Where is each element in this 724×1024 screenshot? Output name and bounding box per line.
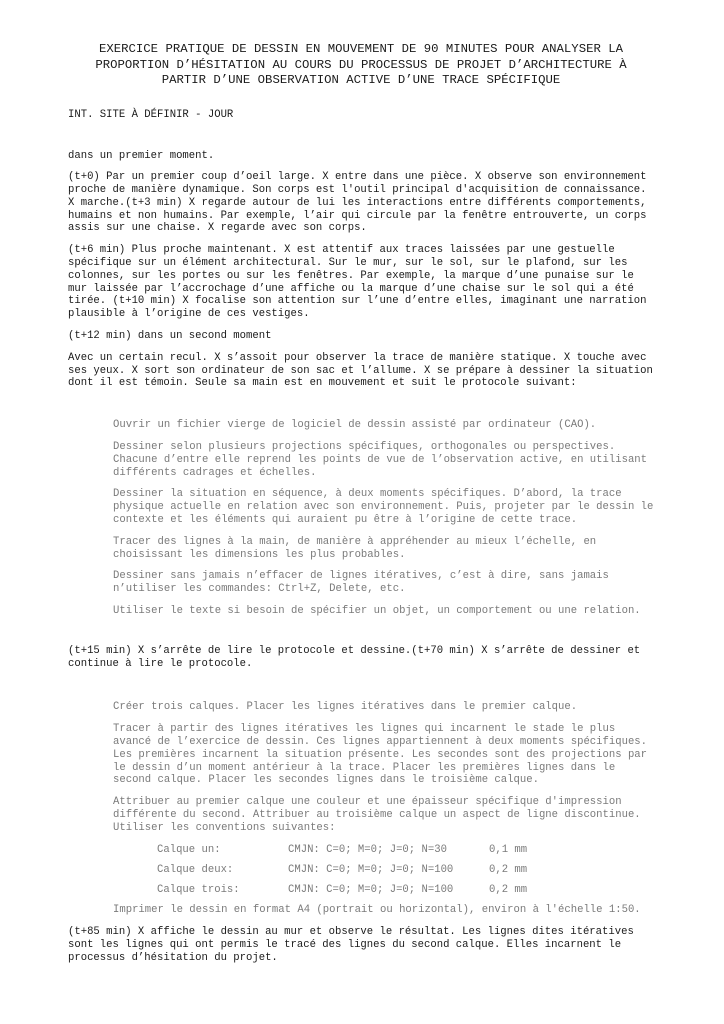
calque-name: Calque trois: xyxy=(157,884,240,897)
calque-thickness: 0,1 mm xyxy=(489,843,528,856)
calque-cmjn: CMJN: C=0; M=0; J=0; N=100 xyxy=(288,863,454,876)
calque-thickness: 0,2 mm xyxy=(489,863,528,876)
protocol-item: Créer trois calques. Placer les lignes itératives dans le premier calque. xyxy=(113,701,578,714)
protocol-item: Dessiner sans jamais n’effacer de lignes itératives, c’est à dire, sans jamais n’utiliser les commandes: Ctrl+Z, Delete, etc. xyxy=(113,570,609,596)
document-title: EXERCICE PRATIQUE DE DESSIN EN MOUVEMENT DE 90 MINUTES POUR ANALYSER LA PROPORTION D’HÉSITATION AU COURS DU PROCESSUS DE PROJET D’ARCHITECTURE À PARTIR D’UNE OBSERVATION ACTIVE D’UNE TRACE SPÉCIFIQUE xyxy=(95,42,627,87)
paragraph: (t+15 min) X s’arrête de lire le protocole et dessine.(t+70 min) X s’arrête de dessiner et continue à lire le protocole. xyxy=(68,644,641,670)
protocol-item: Tracer à partir des lignes itératives les lignes qui incarnent le stade le plus avancé de l’exercice de dessin. Ces lignes appartiennent à deux moments spécifiques. Les premières incarnent la situation présente. Les secondes sont des projections par le dessin d’un moment antérieur à la trace. Placer les premières lignes dans le second calque. Placer les secondes lignes dans le troisième calque. xyxy=(113,723,648,787)
protocol-item: Attribuer au premier calque une couleur et une épaisseur spécifique d'impression différente du second. Attribuer au troisième calque un aspect de ligne discontinue. Utiliser les conventions suivantes: xyxy=(113,796,641,834)
protocol-list-2 xyxy=(113,679,654,917)
protocol-item: Ouvrir un fichier vierge de logiciel de dessin assisté par ordinateur (CAO). xyxy=(113,419,597,432)
intro-section xyxy=(68,150,654,391)
calque-conventions-table xyxy=(157,844,654,897)
protocol-item: Utiliser le texte si besoin de spécifier un objet, un comportement ou une relation. xyxy=(113,605,641,618)
calque-row xyxy=(157,864,654,877)
calque-row xyxy=(157,844,654,857)
calque-row xyxy=(157,884,654,897)
protocol-list-1 xyxy=(113,399,654,618)
paragraph: (t+0) Par un premier coup d’oeil large. X entre dans une pièce. X observe son environnement proche de manière dynamique. Son corps est l'outil principal d'acquisition de connaissance. X marche.(t+3 min) X regarde autour de lui les interactions entre différents comportements, humains et non humains. Par exemple, l’air qui circule par la fenêtre entrouverte, un corps assis sur une chaise. X regarde avec son corps. xyxy=(68,171,647,235)
paragraph: Avec un certain recul. X s’assoit pour observer la trace de manière statique. X touche avec ses yeux. X sort son ordinateur de son sac et l’allume. X se prépare à dessiner la situation dont il est témoin. Seule sa main est en mouvement et suit le protocole suivant: xyxy=(68,351,653,390)
paragraph: (t+85 min) X affiche le dessin au mur et observe le résultat. Les lignes dites itératives sont les lignes qui ont permis le tracé des lignes du second calque. Elles incarnent le processus d’hésitation du projet. xyxy=(68,926,634,964)
scene-heading: INT. SITE À DÉFINIR - JOUR xyxy=(68,108,234,121)
calque-name: Calque deux: xyxy=(157,863,234,876)
protocol-item: Dessiner selon plusieurs projections spécifiques, orthogonales ou perspectives. Chacune d’entre elle reprend les points de vue de l’observation active, en utilisant différents cadrages et échelles. xyxy=(113,441,648,479)
calque-thickness: 0,2 mm xyxy=(489,884,528,897)
calque-cmjn: CMJN: C=0; M=0; J=0; N=100 xyxy=(288,884,454,897)
protocol-item: Dessiner la situation en séquence, à deux moments spécifiques. D’abord, la trace physique actuelle en relation avec son environnement. Puis, projeter par le dessin le contexte et les éléments qui auraient pu être à l’origine de cette trace. xyxy=(113,488,654,527)
calque-name: Calque un: xyxy=(157,843,221,856)
protocol-item: Imprimer le dessin en format A4 (portrait ou horizontal), environ à l'échelle 1:50. xyxy=(113,904,641,917)
paragraph: dans un premier moment. xyxy=(68,149,215,162)
paragraph: (t+12 min) dans un second moment xyxy=(68,330,272,343)
calque-cmjn: CMJN: C=0; M=0; J=0; N=30 xyxy=(288,843,447,856)
paragraph: (t+6 min) Plus proche maintenant. X est attentif aux traces laissées par une gestuelle spécifique sur un élément architectural. Sur le mur, sur le sol, sur le plafond, sur les colonnes, sur les portes ou sur les fenêtres. Par exemple, la marque d’une punaise sur le mur laissée par l’accrochage d’une affiche ou la marque d’une chaise sur le sol qui a été tirée. (t+10 min) X focalise son attention sur l’une d’entre elles, imaginant une narration plausible à l’origine de ces vestiges. xyxy=(68,244,647,321)
protocol-item: Tracer des lignes à la main, de manière à appréhender au mieux l’échelle, en choisissant les dimensions les plus probables. xyxy=(113,535,597,561)
